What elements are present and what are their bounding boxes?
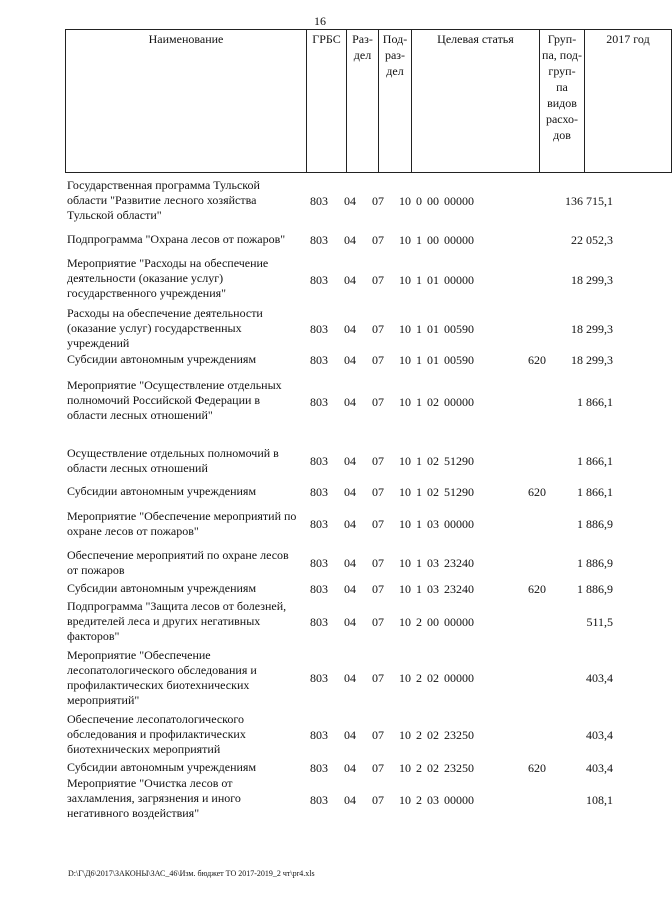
row-razdel: 04 — [344, 793, 356, 807]
row-target: 10 2 02 23250 — [399, 728, 474, 742]
row-grbs: 803 — [310, 485, 328, 499]
row-razdel: 04 — [344, 761, 356, 775]
row-group: 620 — [528, 485, 546, 499]
row-target: 10 1 01 00590 — [399, 322, 474, 336]
row-target: 10 1 03 23240 — [399, 556, 474, 570]
row-grbs: 803 — [310, 454, 328, 468]
row-name: Мероприятие "Обеспечение мероприятий по охране лесов от пожаров" — [67, 509, 297, 538]
row-amount: 136 715,1 — [565, 194, 613, 208]
row-podrazdel: 07 — [372, 454, 384, 468]
row-razdel: 04 — [344, 615, 356, 629]
row-grbs: 803 — [310, 194, 328, 208]
header-name: Наименование — [66, 30, 307, 173]
row-grbs: 803 — [310, 582, 328, 596]
row-amount: 18 299,3 — [571, 273, 613, 287]
row-grbs: 803 — [310, 322, 328, 336]
row-target: 10 1 03 23240 — [399, 582, 474, 596]
row-razdel: 04 — [344, 582, 356, 596]
row-amount: 1 866,1 — [577, 485, 613, 499]
row-grbs: 803 — [310, 233, 328, 247]
row-target: 10 1 01 00000 — [399, 273, 474, 287]
row-amount: 18 299,3 — [571, 322, 613, 336]
row-razdel: 04 — [344, 728, 356, 742]
row-name: Мероприятие "Расходы на обеспечение деятельности (оказание услуг) государственного учреждения" — [67, 256, 269, 300]
row-podrazdel: 07 — [372, 353, 384, 367]
row-group: 620 — [528, 353, 546, 367]
row-podrazdel: 07 — [372, 582, 384, 596]
row-podrazdel: 07 — [372, 194, 384, 208]
row-name: Расходы на обеспечение деятельности (оказание услуг) государственных учреждений — [67, 306, 263, 350]
row-amount: 1 886,9 — [577, 582, 613, 596]
header-podrazdel: Под- раз- дел — [379, 30, 412, 173]
row-group: 620 — [528, 582, 546, 596]
row-name: Субсидии автономным учреждениям — [67, 760, 257, 774]
row-name: Мероприятие "Очистка лесов от захламления, загрязнения и иного негативного воздействия" — [67, 776, 241, 820]
row-target: 10 1 01 00590 — [399, 353, 474, 367]
row-amount: 403,4 — [586, 728, 613, 742]
row-razdel: 04 — [344, 322, 356, 336]
row-podrazdel: 07 — [372, 556, 384, 570]
row-amount: 22 052,3 — [571, 233, 613, 247]
row-target: 10 2 02 00000 — [399, 671, 474, 685]
header-grbs: ГРБС — [307, 30, 347, 173]
row-grbs: 803 — [310, 761, 328, 775]
row-podrazdel: 07 — [372, 761, 384, 775]
row-name: Обеспечение лесопатологического обследования и профилактических биотехнических мероприятий — [67, 712, 246, 756]
row-amount: 403,4 — [586, 671, 613, 685]
row-podrazdel: 07 — [372, 671, 384, 685]
row-group: 620 — [528, 761, 546, 775]
row-name: Государственная программа Тульской области "Развитие лесного хозяйства Тульской области" — [67, 178, 260, 222]
row-target: 10 2 00 00000 — [399, 615, 474, 629]
row-name: Субсидии автономным учреждениям — [67, 581, 257, 595]
row-target: 10 2 02 23250 — [399, 761, 474, 775]
row-amount: 1 886,9 — [577, 517, 613, 531]
header-year: 2017 год — [585, 30, 672, 173]
row-grbs: 803 — [310, 793, 328, 807]
row-name: Субсидии автономным учреждениям — [67, 484, 257, 498]
row-grbs: 803 — [310, 615, 328, 629]
row-grbs: 803 — [310, 556, 328, 570]
row-podrazdel: 07 — [372, 395, 384, 409]
row-razdel: 04 — [344, 517, 356, 531]
row-razdel: 04 — [344, 671, 356, 685]
row-name: Осуществление отдельных полномочий в области лесных отношений — [67, 446, 279, 475]
header-razdel: Раз- дел — [347, 30, 379, 173]
row-grbs: 803 — [310, 273, 328, 287]
row-name: Субсидии автономным учреждениям — [67, 352, 257, 366]
page-number: 16 — [314, 14, 326, 28]
row-podrazdel: 07 — [372, 485, 384, 499]
row-razdel: 04 — [344, 485, 356, 499]
row-razdel: 04 — [344, 233, 356, 247]
row-target: 10 1 02 51290 — [399, 485, 474, 499]
row-amount: 1 886,9 — [577, 556, 613, 570]
row-name: Обеспечение мероприятий по охране лесов от пожаров — [67, 548, 289, 577]
row-razdel: 04 — [344, 194, 356, 208]
header-group: Груп- па, под- груп- па видов расхо- дов — [540, 30, 585, 173]
row-amount: 1 866,1 — [577, 395, 613, 409]
row-podrazdel: 07 — [372, 793, 384, 807]
row-amount: 18 299,3 — [571, 353, 613, 367]
row-amount: 108,1 — [586, 793, 613, 807]
row-podrazdel: 07 — [372, 322, 384, 336]
row-grbs: 803 — [310, 517, 328, 531]
row-name: Подпрограмма "Защита лесов от болезней, вредителей леса и других негативных факторов" — [67, 599, 287, 643]
row-target: 10 2 03 00000 — [399, 793, 474, 807]
file-path: D:\Г\Д6\2017\ЗАКОНЫ\ЗАС_46\Изм. бюджет ТО 2017-2019_2 чт\pr4.xls — [68, 869, 315, 878]
row-target: 10 1 00 00000 — [399, 233, 474, 247]
row-grbs: 803 — [310, 728, 328, 742]
row-podrazdel: 07 — [372, 273, 384, 287]
row-grbs: 803 — [310, 395, 328, 409]
row-razdel: 04 — [344, 273, 356, 287]
row-amount: 511,5 — [586, 615, 613, 629]
row-grbs: 803 — [310, 671, 328, 685]
row-razdel: 04 — [344, 454, 356, 468]
row-name: Мероприятие "Осуществление отдельных полномочий Российской Федерации в области лесных отношений" — [67, 378, 282, 422]
row-target: 10 1 02 51290 — [399, 454, 474, 468]
table-header — [65, 29, 650, 173]
row-name: Мероприятие "Обеспечение лесопатологического обследования и профилактических биотехнических мероприятий" — [67, 648, 257, 707]
row-podrazdel: 07 — [372, 233, 384, 247]
row-grbs: 803 — [310, 353, 328, 367]
row-razdel: 04 — [344, 395, 356, 409]
row-target: 10 1 02 00000 — [399, 395, 474, 409]
row-podrazdel: 07 — [372, 728, 384, 742]
row-name: Подпрограмма "Охрана лесов от пожаров" — [67, 232, 286, 246]
row-amount: 1 866,1 — [577, 454, 613, 468]
row-razdel: 04 — [344, 353, 356, 367]
row-podrazdel: 07 — [372, 615, 384, 629]
row-target: 10 0 00 00000 — [399, 194, 474, 208]
row-target: 10 1 03 00000 — [399, 517, 474, 531]
row-razdel: 04 — [344, 556, 356, 570]
row-podrazdel: 07 — [372, 517, 384, 531]
row-amount: 403,4 — [586, 761, 613, 775]
header-target: Целевая статья — [412, 30, 540, 173]
